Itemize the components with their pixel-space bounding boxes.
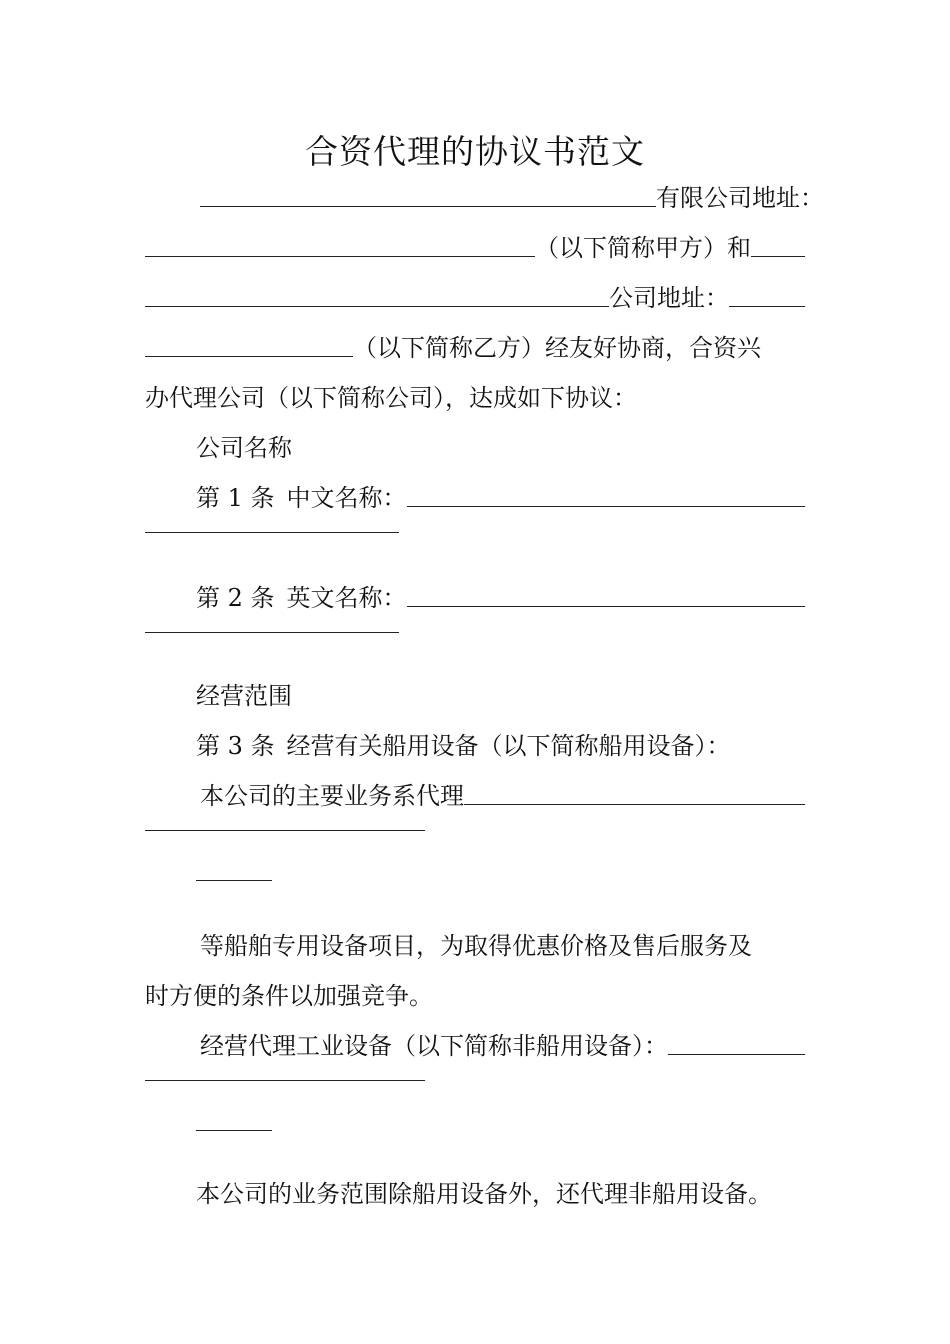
- blank-line: [196, 880, 272, 881]
- party-a-abbrev-text: （以下简称甲方）和: [535, 234, 751, 262]
- blank-line: [668, 1054, 805, 1055]
- article-3: [196, 730, 731, 762]
- paragraph-line: [200, 780, 805, 812]
- article-label: 第 3 条: [196, 732, 275, 760]
- chinese-name-blank-cont: [145, 532, 399, 533]
- agreement-intro-text: 办代理公司（以下简称公司），达成如下协议：: [145, 384, 637, 412]
- paragraph-line: [145, 632, 399, 640]
- paragraph-line: [196, 1178, 772, 1210]
- blank-line: [145, 306, 609, 307]
- paragraph-line: [145, 282, 805, 314]
- english-name-blank-cont: [145, 632, 399, 633]
- marine-projects-text: 等船舶专用设备项目，为取得优惠价格及售后服务及: [200, 932, 752, 960]
- blank-line: [196, 1130, 272, 1131]
- paragraph-line: [145, 980, 433, 1012]
- business-scope-text: 本公司的业务范围除船用设备外，还代理非船用设备。: [196, 1180, 772, 1208]
- english-name-blank: [407, 606, 805, 607]
- article-label: 第 2 条: [196, 584, 275, 612]
- section-heading-text: 经营范围: [196, 682, 292, 710]
- blank-line: [145, 1080, 425, 1081]
- article-label: 第 1 条: [196, 484, 275, 512]
- marine-projects-text-cont: 时方便的条件以加强竞争。: [145, 982, 433, 1010]
- paragraph-line: [145, 382, 637, 414]
- section-heading-scope: [196, 680, 292, 712]
- blank-line: [145, 830, 425, 831]
- paragraph-line: [145, 532, 399, 540]
- party-a-address-label: 有限公司地址：: [656, 184, 824, 212]
- paragraph-line: [145, 830, 425, 838]
- paragraph-line: [200, 930, 752, 962]
- paragraph-line: [200, 1030, 805, 1062]
- section-heading-name: [196, 432, 292, 464]
- marine-equipment-text: 经营有关船用设备（以下简称船用设备）：: [286, 732, 731, 760]
- blank-line: [145, 356, 353, 357]
- paragraph-line: [196, 880, 272, 888]
- blank-line: [200, 206, 656, 207]
- section-heading-text: 公司名称: [196, 434, 292, 462]
- article-1: [196, 482, 805, 514]
- blank-line: [751, 256, 805, 257]
- paragraph-line: [145, 332, 805, 364]
- industrial-equipment-text: 经营代理工业设备（以下简称非船用设备）：: [200, 1032, 668, 1060]
- main-business-text: 本公司的主要业务系代理: [200, 782, 464, 810]
- document-title: 合资代理的协议书范文: [305, 132, 645, 171]
- party-b-abbrev-text: （以下简称乙方）经友好协商，合资兴: [353, 334, 761, 362]
- blank-line: [145, 256, 535, 257]
- blank-line: [729, 306, 805, 307]
- chinese-name-blank: [407, 506, 805, 507]
- blank-line: [464, 804, 805, 805]
- paragraph-line: [145, 232, 805, 264]
- english-name-label: 英文名称：: [286, 584, 407, 612]
- party-b-address-label: 公司地址：: [609, 284, 729, 312]
- chinese-name-label: 中文名称：: [286, 484, 407, 512]
- paragraph-line: [145, 1080, 425, 1088]
- paragraph-line: [200, 182, 824, 214]
- paragraph-line: [196, 1130, 272, 1138]
- article-2: [196, 582, 805, 614]
